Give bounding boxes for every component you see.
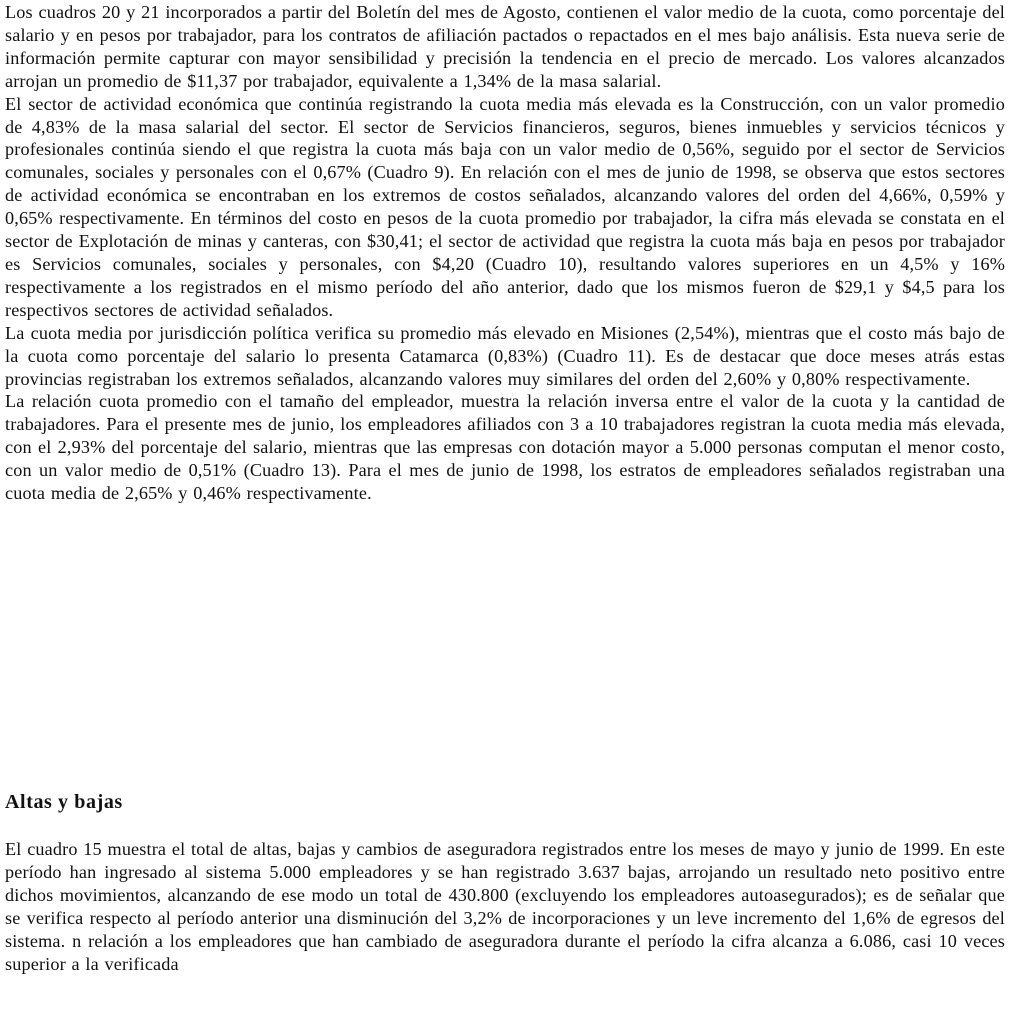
document-page xyxy=(5,0,1005,974)
paragraph-jurisdiccion: La cuota media por jurisdicción política verifica su promedio más elevado en Misiones (2,54%), mientras que el costo más bajo de la cuota como porcentaje del salario lo presenta Catamarca (0,83%) (Cuadro 11). Es de destacar que doce meses atrás estas provincias registraban los extremos señalados, alcanzando valores muy similares del orden del 2,60% y 0,80% respectivamente. xyxy=(5,322,1005,389)
section-heading-altas-bajas: Altas y bajas xyxy=(5,791,123,813)
paragraph-altas-bajas: El cuadro 15 muestra el total de altas, bajas y cambios de aseguradora registrados entre los meses de mayo y junio de 1999. En este período han ingresado al sistema 5.000 empleadores y se han registrado 3.637 bajas, arrojando un resultado neto positivo entre dichos movimientos, alcanzando de ese modo un total de 430.800 (excluyendo los empleadores autoasegurados); es de señalar que se verifica respecto al período anterior una disminución del 3,2% de incorporaciones y un leve incremento del 1,6% de egresos del sistema. n relación a los empleadores que han cambiado de aseguradora durante el período la cifra alcanza a 6.086, casi 10 veces superior a la verificada xyxy=(5,839,1005,974)
paragraph-cuota-contratos: Los cuadros 20 y 21 incorporados a partir del Boletín del mes de Agosto, contienen el valor medio de la cuota, como porcentaje del salario y en pesos por trabajador, para los contratos de afiliación pactados o repactados en el mes bajo análisis. Esta nueva serie de información permite capturar con mayor sensibilidad y precisión la tendencia en el precio de mercado. Los valores alcanzados arrojan un promedio de $11,37 por trabajador, equivalente a 1,34% de la masa salarial. xyxy=(5,2,1005,91)
paragraph-tamano-empleador: La relación cuota promedio con el tamaño del empleador, muestra la relación inversa entre el valor de la cuota y la cantidad de trabajadores. Para el presente mes de junio, los empleadores afiliados con 3 a 10 trabajadores registran la cuota media más elevada, con el 2,93% del porcentaje del salario, mientras que las empresas con dotación mayor a 5.000 personas computan el menor costo, con un valor medio de 0,51% (Cuadro 13). Para el mes de junio de 1998, los estratos de empleadores señalados registraban una cuota media de 2,65% y 0,46% respectivamente. xyxy=(5,391,1005,504)
section-altas-bajas xyxy=(5,838,1005,975)
paragraph-sector-actividad: El sector de actividad económica que continúa registrando la cuota media más elevada es la Construcción, con un valor promedio de 4,83% de la masa salarial del sector. El sector de Servicios financieros, seguros, bienes inmuebles y servicios técnicos y profesionales continúa siendo el que registra la cuota más baja con un valor medio de 0,56%, seguido por el sector de Servicios comunales, sociales y personales con el 0,67% (Cuadro 9). En relación con el mes de junio de 1998, se observa que estos sectores de actividad económica se encontraban en los extremos de costos señalados, alcanzando valores del orden del 4,66%, 0,59% y 0,65% respectivamente. En términos del costo en pesos de la cuota promedio por trabajador, la cifra más elevada se constata en el sector de Explotación de minas y canteras, con $30,41; el sector de actividad que registra la cuota más baja en pesos por trabajador es Servicios comunales, sociales y personales, con $4,20 (Cuadro 10), resultando valores superiores en un 4,5% y 16% respectivamente a los registrados en el mismo período del año anterior, dado que los mismos fueron de $29,1 y $4,5 para los respectivos sectores de actividad señalados. xyxy=(5,93,1005,320)
